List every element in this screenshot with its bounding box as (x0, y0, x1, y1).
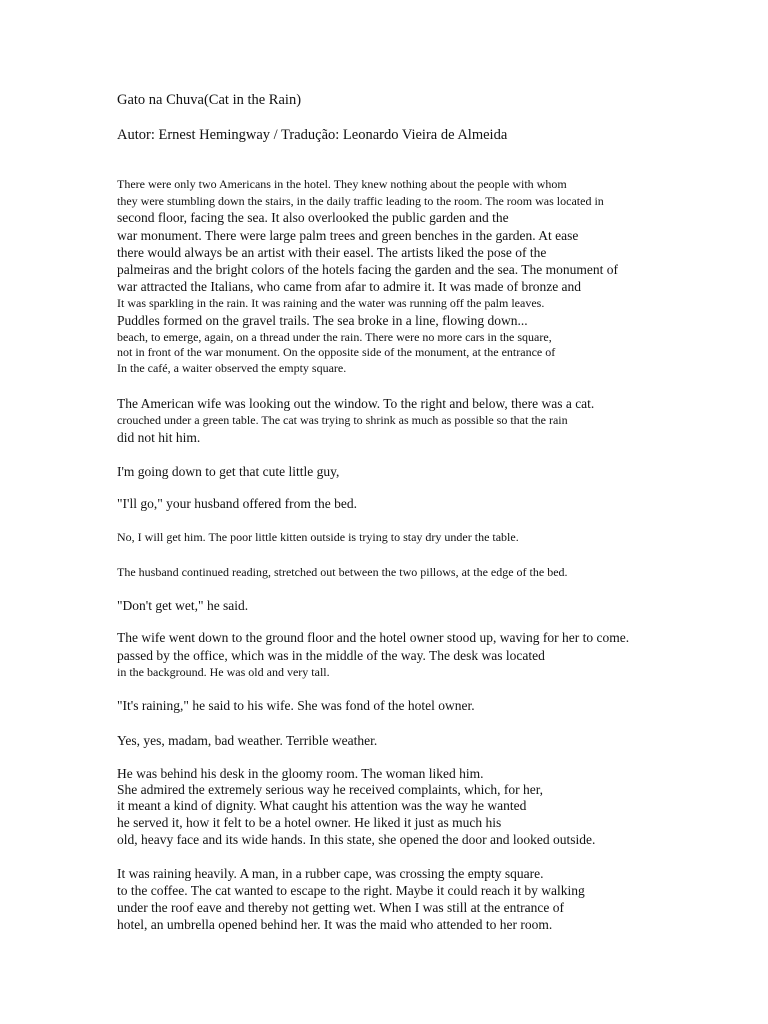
text-line: "I'll go," your husband offered from the bed. (117, 496, 358, 511)
text-line: Yes, yes, madam, bad weather. Terrible weather. (117, 733, 378, 748)
text-line: It was raining heavily. A man, in a rubber cape, was crossing the empty square. (117, 866, 544, 881)
text-line: beach, to emerge, again, on a thread under the rain. There were no more cars in the square, (117, 330, 552, 344)
text-line: She admired the extremely serious way he received complaints, which, for her, (117, 782, 544, 797)
text-line: The wife went down to the ground floor and the hotel owner stood up, waving for her to come. (117, 630, 630, 645)
text-line: The husband continued reading, stretched out between the two pillows, at the edge of the bed. (117, 565, 568, 579)
text-line: He was behind his desk in the gloomy room. The woman liked him. (117, 766, 484, 781)
text-line: It was sparkling in the rain. It was raining and the water was running off the palm leaves. (117, 296, 545, 310)
text-line: Puddles formed on the gravel trails. The sea broke in a line, flowing down... (117, 313, 528, 328)
text-line: war attracted the Italians, who came from afar to admire it. It was made of bronze and (117, 279, 582, 294)
text-line: hotel, an umbrella opened behind her. It was the maid who attended to her room. (117, 917, 553, 932)
text-line: passed by the office, which was in the middle of the way. The desk was located (117, 648, 545, 663)
text-line: did not hit him. (117, 430, 201, 445)
text-line: "It's raining," he said to his wife. She was fond of the hotel owner. (117, 698, 475, 713)
text-line: he served it, how it felt to be a hotel owner. He liked it just as much his (117, 815, 502, 830)
text-line: there would always be an artist with their easel. The artists liked the pose of the (117, 245, 547, 260)
text-line: "Don't get wet," he said. (117, 598, 249, 613)
text-line: in the background. He was old and very tall. (117, 665, 330, 679)
text-line: I'm going down to get that cute little guy, (117, 464, 340, 479)
text-line: In the café, a waiter observed the empty square. (117, 361, 347, 375)
document-title: Gato na Chuva(Cat in the Rain) (117, 92, 302, 108)
text-line: they were stumbling down the stairs, in the daily traffic leading to the room. The room was located in (117, 194, 604, 208)
text-line: No, I will get him. The poor little kitten outside is trying to stay dry under the table. (117, 530, 519, 544)
text-line: war monument. There were large palm trees and green benches in the garden. At ease (117, 228, 579, 243)
text-line: it meant a kind of dignity. What caught his attention was the way he wanted (117, 798, 527, 813)
text-line: The American wife was looking out the window. To the right and below, there was a cat. (117, 396, 595, 411)
document-author: Autor: Ernest Hemingway / Tradução: Leonardo Vieira de Almeida (117, 127, 508, 143)
text-line: old, heavy face and its wide hands. In this state, she opened the door and looked outside. (117, 832, 596, 847)
text-line: palmeiras and the bright colors of the hotels facing the garden and the sea. The monument of (117, 262, 618, 277)
text-line: There were only two Americans in the hotel. They knew nothing about the people with whom (117, 177, 567, 191)
text-line: second floor, facing the sea. It also overlooked the public garden and the (117, 210, 509, 225)
text-line: crouched under a green table. The cat was trying to shrink as much as possible so that the rain (117, 413, 568, 427)
text-line: under the roof eave and thereby not getting wet. When I was still at the entrance of (117, 900, 564, 915)
text-line: not in front of the war monument. On the opposite side of the monument, at the entrance of (117, 345, 556, 359)
text-line: to the coffee. The cat wanted to escape to the right. Maybe it could reach it by walking (117, 883, 585, 898)
